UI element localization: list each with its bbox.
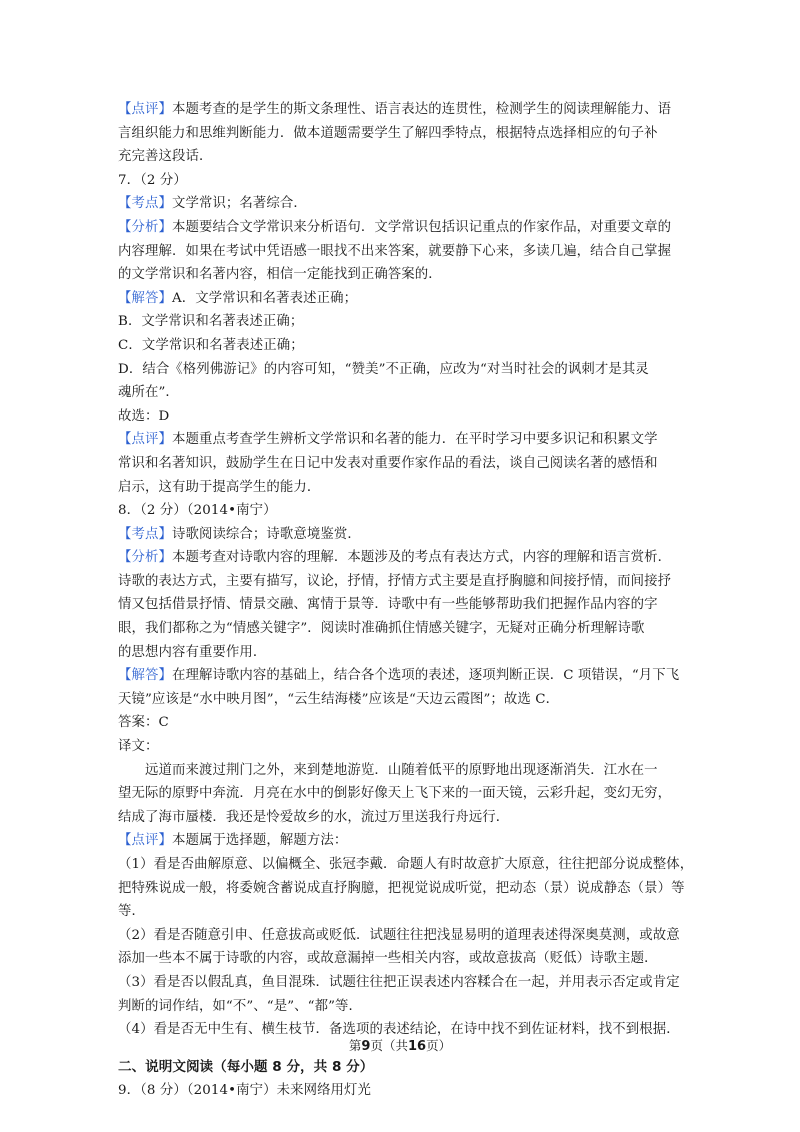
line-text: 的思想内容有重要作用． bbox=[118, 644, 267, 660]
text-line bbox=[118, 499, 688, 523]
text-line bbox=[118, 593, 688, 617]
text-line bbox=[118, 995, 688, 1019]
line-text: 望无际的原野中奔流．月亮在水中的倒影好像天上飞下来的一面天镜，云彩升起，变幻无穷， bbox=[118, 786, 672, 802]
text-line bbox=[118, 405, 688, 429]
line-text: A．文学常识和名著表述正确； bbox=[171, 290, 358, 306]
line-text: D．结合《格列佛游记》的内容可知，“赞美”不正确，应改为“对当时社会的讽刺才是其灵 bbox=[118, 361, 649, 377]
answer-blocks bbox=[118, 98, 694, 1042]
line-text: 答案：C bbox=[118, 715, 169, 731]
text-line bbox=[118, 829, 688, 853]
line-text: （2）看是否随意引申、任意拔高或贬低．试题往往把浅显易明的道理表述得深奥莫测，或故意 bbox=[118, 927, 680, 943]
line-text: 在理解诗歌内容的基础上，结合各个选项的表述，逐项判断正误．C 项错误，“月下飞 bbox=[171, 668, 680, 684]
line-text: 判断的词作结，如“不”、“是”、“都”等． bbox=[118, 998, 363, 1014]
text-line bbox=[118, 145, 688, 169]
text-line bbox=[118, 688, 688, 712]
line-text: （4）看是否无中生有、横生枝节．备选项的表述结论，在诗中找不到佐证材料，找不到根据． bbox=[118, 1022, 680, 1038]
section-tag: 【考点】 bbox=[118, 526, 172, 542]
line-text: 本题考查的是学生的斯文条理性、语言表达的连贯性，检测学生的阅读理解能力、语 bbox=[171, 102, 672, 117]
line-text: （3）看是否以假乱真，鱼目混珠．试题往往把正误表述内容糅合在一起，并用表示否定或肯定 bbox=[118, 974, 680, 990]
line-text: 8．（2 分）（2014•南宁） bbox=[118, 503, 277, 519]
section-tag: 【点评】 bbox=[118, 102, 172, 117]
text-line bbox=[118, 169, 688, 193]
text-line bbox=[118, 476, 688, 500]
text-line bbox=[118, 900, 688, 924]
line-text: B．文学常识和名著表述正确； bbox=[118, 314, 304, 330]
line-text: 情又包括借景抒情、情景交融、寓情于景等．诗歌中有一些能够帮助我们把握作品内容的字 bbox=[118, 597, 658, 613]
section-heading: 二、说明文阅读（每小题 8 分，共 8 分） bbox=[118, 1058, 374, 1075]
text-line bbox=[118, 853, 694, 877]
document-body bbox=[118, 98, 694, 1103]
section-tag: 【分析】 bbox=[118, 219, 172, 235]
text-line bbox=[118, 98, 688, 122]
line-text: 把特殊说成一般，将委婉含蓄说成直抒胸臆，把视觉说成听觉，把动态（景）说成静态（景）等 bbox=[118, 880, 685, 896]
text-line bbox=[118, 664, 688, 688]
text-line bbox=[118, 735, 688, 759]
line-text: 本题属于选择题，解题方法： bbox=[171, 833, 348, 849]
text-line bbox=[118, 570, 688, 594]
line-text: 诗歌阅读综合；诗歌意境鉴赏． bbox=[171, 526, 361, 542]
line-text: 眼，我们都称之为“情感关键字”．阅读时准确抓住情感关键字，无疑对正确分析理解诗歌 bbox=[118, 621, 645, 637]
line-text: 文学常识；名著综合． bbox=[171, 196, 307, 212]
section-tag: 【点评】 bbox=[118, 833, 172, 849]
text-line bbox=[118, 806, 688, 830]
text-line bbox=[118, 310, 688, 334]
text-line bbox=[118, 287, 688, 311]
text-line bbox=[118, 759, 688, 783]
text-line bbox=[118, 122, 688, 146]
current-page-number: 9 bbox=[361, 1039, 371, 1054]
page-footer: 第9页（共16页） bbox=[348, 1038, 452, 1054]
line-text: 等． bbox=[118, 904, 145, 920]
text-line bbox=[118, 428, 688, 452]
line-text: 魂所在”． bbox=[118, 385, 179, 401]
text-line bbox=[118, 711, 688, 735]
line-text: 言组织能力和思维判断能力．做本道题需要学生了解四季特点，根据特点选择相应的句子补 bbox=[118, 125, 658, 141]
line-text: 本题考查对诗歌内容的理解．本题涉及的考点有表达方式，内容的理解和语言赏析． bbox=[171, 550, 672, 566]
section-tag: 【解答】 bbox=[118, 290, 172, 306]
text-line bbox=[118, 971, 688, 995]
line-text: 诗歌的表达方式，主要有描写，议论，抒情，抒情方式主要是直抒胸臆和间接抒情，而间接抒 bbox=[118, 573, 672, 589]
line-text: 内容理解．如果在考试中凭语感一眼找不出来答案，就要静下心来，多读几遍，结合自己掌握 bbox=[118, 243, 672, 259]
text-line bbox=[118, 523, 688, 547]
line-text: 充完善这段话． bbox=[118, 149, 213, 165]
text-line bbox=[118, 240, 688, 264]
line-text: 启示，这有助于提高学生的能力． bbox=[118, 479, 321, 495]
section-tag: 【考点】 bbox=[118, 196, 172, 212]
line-text: 故选：D bbox=[118, 408, 170, 424]
line-text: 远道而来渡过荆门之外，来到楚地游览．山随着低平的原野地出现逐渐消失．江水在一 bbox=[145, 762, 658, 778]
line-text: 的文学常识和名著内容，相信一定能找到正确答案的． bbox=[118, 267, 442, 283]
line-text: 本题重点考查学生辨析文学常识和名著的能力．在平时学习中要多识记和积累文学 bbox=[171, 432, 658, 448]
text-line bbox=[118, 617, 688, 641]
line-text: 添加一些本不属于诗歌的内容，或故意漏掉一些相关内容，或故意拔高（贬低）诗歌主题． bbox=[118, 951, 658, 967]
line-text: C．文学常识和名著表述正确； bbox=[118, 337, 304, 353]
text-line bbox=[118, 192, 688, 216]
line-text: 译文： bbox=[118, 739, 159, 755]
line-text: 天镜”应该是“水中映月图”，“云生结海楼”应该是“天边云霞图”；故选 C． bbox=[118, 691, 560, 707]
text-line bbox=[118, 216, 688, 240]
line-text: 7．（2 分） bbox=[118, 172, 187, 188]
text-line bbox=[118, 782, 688, 806]
text-line bbox=[118, 334, 688, 358]
section-tag: 【点评】 bbox=[118, 432, 172, 448]
line-text: 结成了海市蜃楼．我还是怜爱故乡的水，流过万里送我行舟远行． bbox=[118, 809, 510, 825]
question-9-line: 9．（8 分）（2014•南宁）未来网络用灯光 bbox=[118, 1083, 372, 1099]
text-line bbox=[118, 546, 688, 570]
text-line bbox=[118, 358, 688, 382]
text-line bbox=[118, 641, 688, 665]
section-tag: 【解答】 bbox=[118, 668, 172, 684]
text-line bbox=[118, 924, 688, 948]
text-line bbox=[118, 381, 688, 405]
text-line bbox=[118, 452, 688, 476]
line-text: （1）看是否曲解原意、以偏概全、张冠李戴．命题人有时故意扩大原意，往往把部分说成整体， bbox=[118, 857, 694, 872]
text-line bbox=[118, 263, 688, 287]
total-page-number: 16 bbox=[407, 1039, 427, 1054]
text-line bbox=[118, 947, 688, 971]
line-text: 常识和名著知识，鼓励学生在日记中发表对重要作家作品的看法，谈自己阅读名著的感悟和 bbox=[118, 455, 658, 471]
text-line bbox=[118, 877, 688, 901]
line-text: 本题要结合文学常识来分析语句．文学常识包括识记重点的作家作品，对重要文章的 bbox=[171, 219, 672, 235]
section-tag: 【分析】 bbox=[118, 550, 172, 566]
